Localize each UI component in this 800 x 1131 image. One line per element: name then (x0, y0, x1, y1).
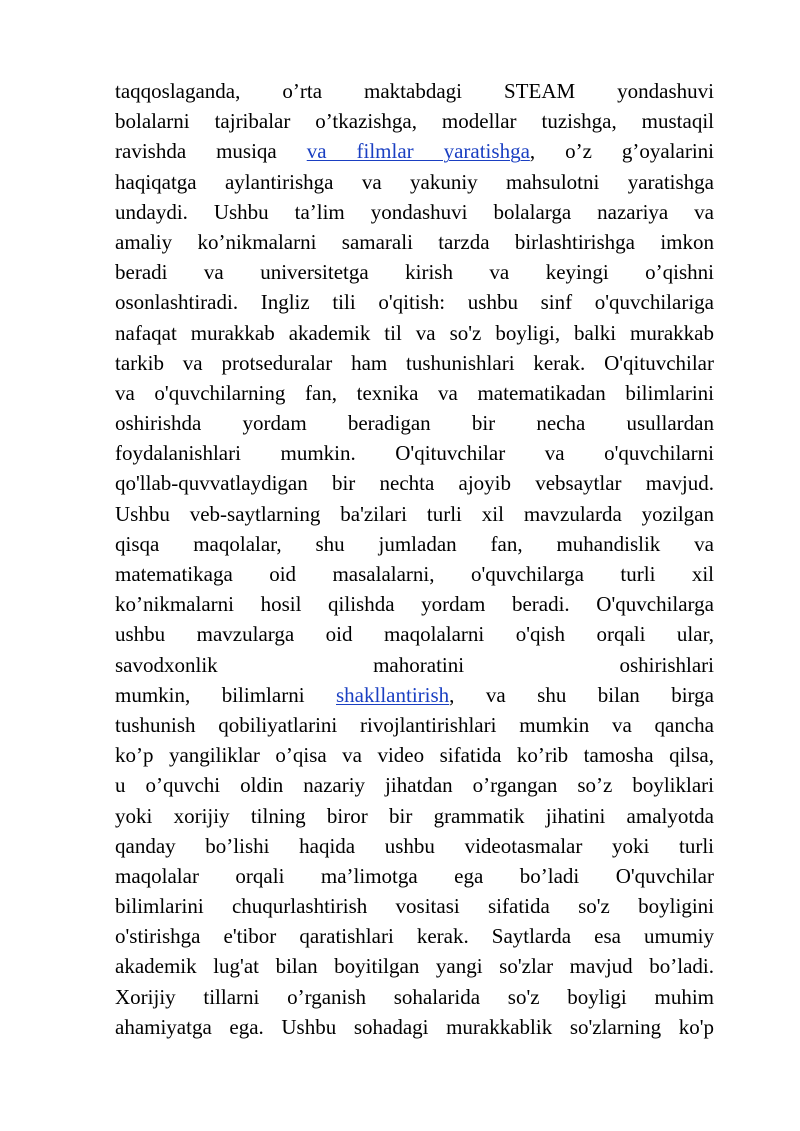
text-line (115, 831, 714, 861)
text-segment: qo'llab-quvvatlaydigan bir nechta ajoyib vebsaytlar mavjud. (115, 471, 714, 496)
text-line (115, 227, 714, 257)
text-line (115, 770, 714, 800)
text-line (115, 468, 714, 498)
text-line (115, 1012, 714, 1042)
text-segment: va o'quvchilarning fan, texnika va matematikadan bilimlarini (115, 380, 714, 405)
text-segment: ko’nikmalarni hosil qilishda yordam beradi. O'quvchilarga (115, 592, 714, 617)
text-segment: tarkib va protseduralar ham tushunishlari kerak. O'qituvchilar (115, 350, 714, 375)
text-line (115, 348, 714, 378)
text-segment: savodxonlik mahoratini oshirishlari (115, 652, 714, 677)
text-line (115, 951, 714, 981)
text-line (115, 710, 714, 740)
text-segment: amaliy ko’nikmalarni samarali tarzda birlashtirishga imkon (115, 229, 714, 254)
text-line (115, 408, 714, 438)
text-line (115, 287, 714, 317)
text-line (115, 378, 714, 408)
text-line (115, 257, 714, 287)
text-line (115, 559, 714, 589)
text-segment: maqolalar orqali ma’limotga ega bo’ladi O'quvchilar (115, 863, 714, 888)
text-segment: taqqoslaganda, o’rta maktabdagi STEAM yondashuvi (115, 79, 714, 103)
text-segment: Ushbu veb-saytlarning ba'zilari turli xil mavzularda yozilgan (115, 501, 714, 526)
text-segment: osonlashtiradi. Ingliz tili o'qitish: ushbu sinf o'quvchilariga (115, 290, 714, 315)
text-segment: nafaqat murakkab akademik til va so'z boyligi, balki murakkab (115, 320, 714, 345)
text-segment: haqiqatga aylantirishga va yakuniy mahsulotni yaratishga (115, 169, 714, 194)
text-segment: ahamiyatga ega. Ushbu sohadagi murakkablik so'zlarning ko'p (115, 1014, 714, 1039)
text-segment: beradi va universitetga kirish va keyingi o’qishni (115, 260, 714, 285)
text-segment: Xorijiy tillarni o’rganish sohalarida so'z boyligi muhim (115, 984, 714, 1009)
text-line (115, 891, 714, 921)
text-line (115, 529, 714, 559)
text-segment: qisqa maqolalar, shu jumladan fan, muhandislik va (115, 531, 714, 556)
text-segment: u o’quvchi oldin nazariy jihatdan o’rgangan so’z boyliklari (115, 773, 714, 798)
text-line (115, 197, 714, 227)
text-segment: undaydi. Ushbu ta’lim yondashuvi bolalarga nazariya va (115, 199, 714, 224)
text-segment: yoki xorijiy tilning biror bir grammatik jihatini amalyotda (115, 803, 714, 828)
text-segment: matematikaga oid masalalarni, o'quvchilarga turli xil (115, 562, 714, 586)
text-line (115, 921, 714, 951)
text-segment: tushunish qobiliyatlarini rivojlantirishlari mumkin va qancha (115, 712, 714, 737)
text-line (115, 106, 714, 136)
text-segment: oshirishda yordam beradigan bir necha usullardan (115, 411, 714, 436)
text-line (115, 76, 714, 106)
text-segment: bolalarni tajribalar o’tkazishga, modellar tuzishga, mustaqil (115, 109, 714, 134)
text-segment: ko’p yangiliklar o’qisa va video sifatida ko’rib tamosha qilsa, (115, 743, 714, 768)
inline-link[interactable]: va filmlar yaratishga (306, 139, 530, 164)
text-segment: akademik lug'at bilan boyitilgan yangi so'zlar mavjud bo’ladi. (115, 954, 714, 979)
text-line (115, 861, 714, 891)
text-line (115, 801, 714, 831)
text-line (115, 589, 714, 619)
text-line (115, 318, 714, 348)
text-line (115, 982, 714, 1012)
inline-link[interactable]: shakllantirish (336, 682, 450, 707)
text-segment: qanday bo’lishi haqida ushbu videotasmalar yoki turli (115, 833, 714, 858)
text-line (115, 619, 714, 649)
text-line (115, 136, 714, 166)
text-segment: , o’z g’oyalarini (529, 139, 714, 164)
text-segment: o'stirishga e'tibor qaratishlari kerak. Saytlarda esa umumiy (115, 924, 714, 949)
text-segment: bilimlarini chuqurlashtirish vositasi sifatida so'z boyligini (115, 894, 714, 919)
text-line (115, 740, 714, 770)
text-segment: foydalanishlari mumkin. O'qituvchilar va o'quvchilarni (115, 441, 714, 466)
text-line (115, 680, 714, 710)
text-line (115, 167, 714, 197)
text-line (115, 499, 714, 529)
text-line (115, 650, 714, 680)
body-text (115, 76, 714, 1042)
text-segment: mumkin, bilimlarni (115, 682, 336, 707)
text-segment: ushbu mavzularga oid maqolalarni o'qish orqali ular, (115, 622, 714, 647)
text-line (115, 438, 714, 468)
text-segment: ravishda musiqa (115, 139, 307, 164)
text-segment: , va shu bilan birga (449, 682, 714, 707)
